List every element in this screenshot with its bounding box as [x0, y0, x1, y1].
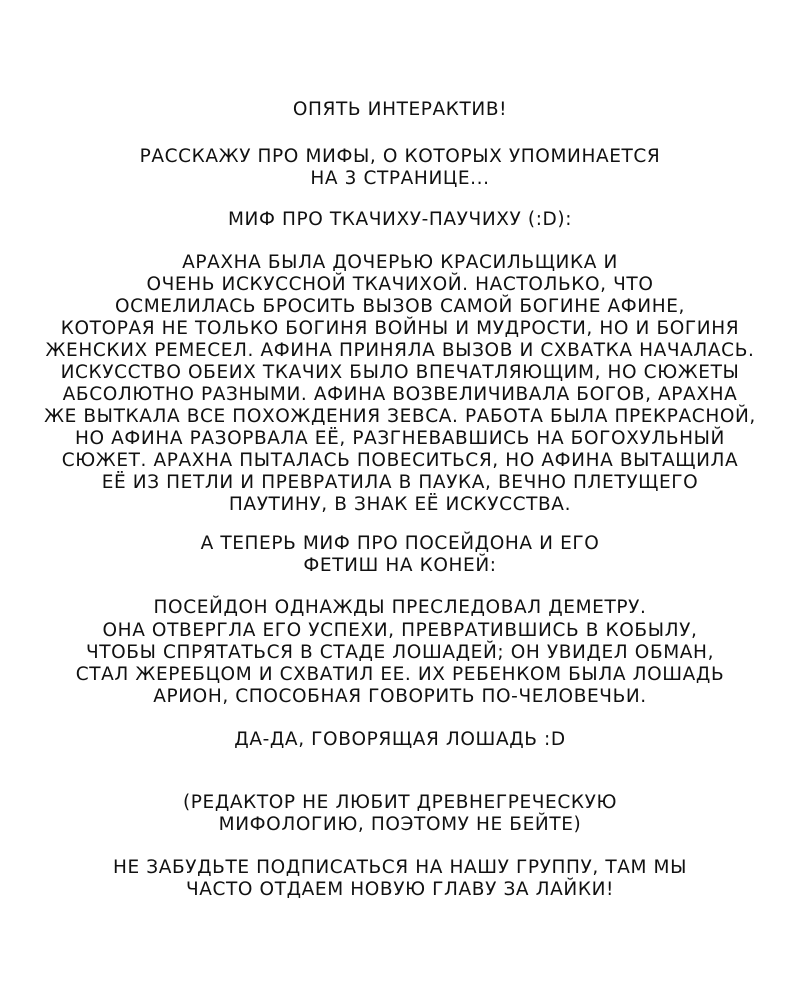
text-line: ЕЁ ИЗ ПЕТЛИ И ПРЕВРАТИЛА В ПАУКА, ВЕЧНО ПЛЕТУЩЕГО	[101, 472, 699, 493]
text-line: НЕ ЗАБУДЬТЕ ПОДПИСАТЬСЯ НА НАШУ ГРУППУ, ТАМ МЫ	[112, 857, 688, 878]
text-line: ФЕТИШ НА КОНЕЙ:	[303, 555, 497, 576]
text-line: ЖЕ ВЫТКАЛА ВСЕ ПОХОЖДЕНИЯ ЗЕВСА. РАБОТА БЫЛА ПРЕКРАСНОЙ,	[44, 406, 756, 427]
text-line: ПАУТИНУ, В ЗНАК ЕЁ ИСКУССТВА.	[228, 494, 572, 515]
text-line: СТАЛ ЖЕРЕБЦОМ И СХВАТИЛ ЕЕ. ИХ РЕБЕНКОМ БЫЛА ЛОШАДЬ	[75, 664, 725, 685]
text-line: ПОСЕЙДОН ОДНАЖДЫ ПРЕСЛЕДОВАЛ ДЕМЕТРУ.	[153, 597, 647, 618]
text-line: РАССКАЖУ ПРО МИФЫ, О КОТОРЫХ УПОМИНАЕТСЯ	[139, 146, 661, 167]
text-line: НО АФИНА РАЗОРВАЛА ЕЁ, РАЗГНЕВАВШИСЬ НА БОГОХУЛЬНЫЙ	[74, 428, 725, 449]
text-line: АБСОЛЮТНО РАЗНЫМИ. АФИНА ВОЗВЕЛИЧИВАЛА БОГОВ, АРАХНА	[62, 384, 738, 405]
text-line: АРАХНА БЫЛА ДОЧЕРЬЮ КРАСИЛЬЩИКА И	[182, 252, 618, 273]
text-line: ЧАСТО ОТДАЕМ НОВУЮ ГЛАВУ ЗА ЛАЙКИ!	[185, 879, 615, 900]
text-line: А ТЕПЕРЬ МИФ ПРО ПОСЕЙДОНА И ЕГО	[200, 533, 600, 554]
text-line: ОНА ОТВЕРГЛА ЕГО УСПЕХИ, ПРЕВРАТИВШИСЬ В КОБЫЛУ,	[102, 620, 698, 641]
text-line: МИФОЛОГИЮ, ПОЭТОМУ НЕ БЕЙТЕ)	[218, 814, 582, 835]
text-line: АРИОН, СПОСОБНАЯ ГОВОРИТЬ ПО-ЧЕЛОВЕЧЬИ.	[153, 686, 647, 707]
text-line: ИСКУССТВО ОБЕИХ ТКАЧИХ БЫЛО ВПЕЧАТЛЯЮЩИМ, НО СЮЖЕТЫ	[60, 362, 740, 383]
text-line: (РЕДАКТОР НЕ ЛЮБИТ ДРЕВНЕГРЕЧЕСКУЮ	[182, 792, 618, 813]
heading-line: ОПЯТЬ ИНТЕРАКТИВ!	[292, 99, 508, 120]
text-line: КОТОРАЯ НЕ ТОЛЬКО БОГИНЯ ВОЙНЫ И МУДРОСТИ, НО И БОГИНЯ	[60, 318, 740, 339]
text-line: НА 3 СТРАНИЦЕ...	[310, 168, 490, 189]
text-line: МИФ ПРО ТКАЧИХУ-ПАУЧИХУ (:D):	[227, 209, 573, 230]
text-line: ЖЕНСКИХ РЕМЕСЕЛ. АФИНА ПРИНЯЛА ВЫЗОВ И СХВАТКА НАЧАЛАСЬ.	[45, 340, 755, 361]
text-line: ДА-ДА, ГОВОРЯЩАЯ ЛОШАДЬ :D	[234, 729, 566, 750]
text-line: СЮЖЕТ. АРАХНА ПЫТАЛАСЬ ПОВЕСИТЬСЯ, НО АФИНА ВЫТАЩИЛА	[61, 450, 739, 471]
text-line: ОСМЕЛИЛАСЬ БРОСИТЬ ВЫЗОВ САМОЙ БОГИНЕ АФИНЕ,	[115, 296, 685, 317]
text-line: ЧТОБЫ СПРЯТАТЬСЯ В СТАДЕ ЛОШАДЕЙ; ОН УВИДЕЛ ОБМАН,	[85, 642, 715, 663]
text-line: ОЧЕНЬ ИСКУССНОЙ ТКАЧИХОЙ. НАСТОЛЬКО, ЧТО	[146, 274, 654, 295]
